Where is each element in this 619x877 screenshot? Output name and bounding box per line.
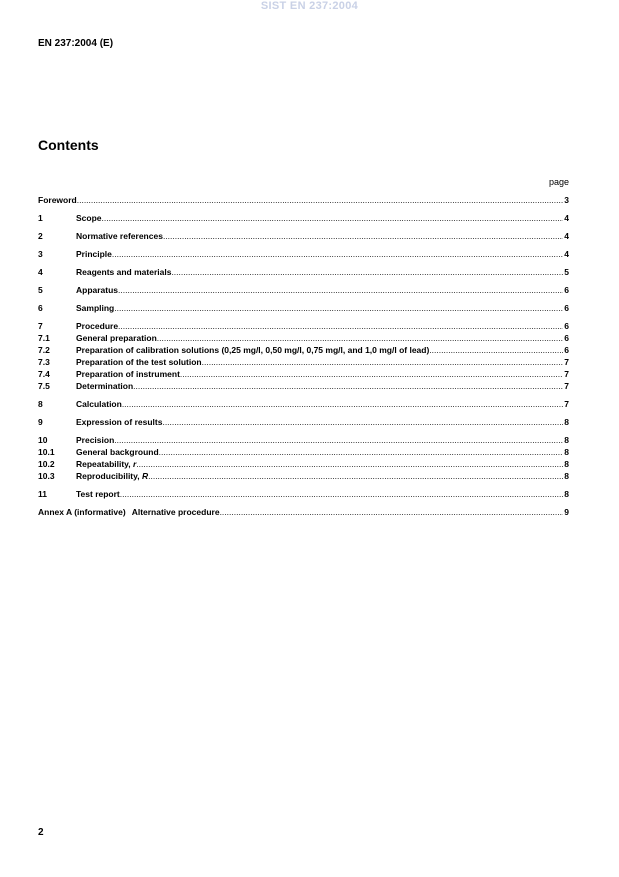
toc-entry-number: 10.3 bbox=[38, 471, 55, 481]
toc-entry-page: 4 bbox=[564, 213, 569, 223]
toc-entry-title: Normative references bbox=[76, 231, 163, 241]
toc-entry-page: 3 bbox=[564, 195, 569, 205]
table-of-contents bbox=[38, 194, 569, 518]
toc-entry-number: 8 bbox=[38, 399, 43, 409]
toc-leader bbox=[120, 488, 563, 500]
toc-entry-page: 7 bbox=[564, 369, 569, 379]
toc-entry-8[interactable] bbox=[38, 398, 569, 410]
document-id: EN 237:2004 (E) bbox=[38, 38, 114, 49]
toc-entry-page: 8 bbox=[564, 435, 569, 445]
toc-leader bbox=[148, 470, 563, 482]
toc-entry-page: 8 bbox=[564, 447, 569, 457]
toc-entry-page: 4 bbox=[564, 231, 569, 241]
toc-entry-5[interactable] bbox=[38, 284, 569, 296]
toc-entry-title: Procedure bbox=[76, 321, 119, 331]
toc-entry-number: 6 bbox=[38, 303, 43, 313]
toc-entry-title bbox=[76, 470, 148, 482]
toc-leader bbox=[157, 332, 563, 344]
toc-entry-title: Scope bbox=[76, 213, 102, 223]
toc-entry-page: 7 bbox=[564, 381, 569, 391]
toc-entry-10[interactable] bbox=[38, 434, 569, 446]
toc-entry-3[interactable] bbox=[38, 248, 569, 260]
toc-entry-10-2[interactable] bbox=[38, 458, 569, 470]
toc-entry-number: 2 bbox=[38, 231, 43, 241]
toc-leader bbox=[112, 248, 563, 260]
toc-entry-number: 3 bbox=[38, 249, 43, 259]
toc-leader bbox=[102, 212, 564, 224]
toc-leader bbox=[118, 284, 563, 296]
toc-entry-page: 6 bbox=[564, 345, 569, 355]
toc-entry-page: 6 bbox=[564, 333, 569, 343]
toc-entry-title: General preparation bbox=[76, 333, 157, 343]
toc-entry-title: Alternative procedure bbox=[131, 507, 220, 517]
toc-entry-number: 7.4 bbox=[38, 369, 50, 379]
page-number: 2 bbox=[38, 827, 44, 838]
toc-leader bbox=[220, 506, 564, 518]
toc-entry-annex-a[interactable] bbox=[38, 506, 569, 518]
toc-entry-title: Determination bbox=[76, 381, 134, 391]
toc-entry-page: 8 bbox=[564, 489, 569, 499]
toc-entry-10-3[interactable] bbox=[38, 470, 569, 482]
toc-entry-1[interactable] bbox=[38, 212, 569, 224]
toc-entry-number: 7.3 bbox=[38, 357, 50, 367]
toc-leader bbox=[171, 266, 563, 278]
toc-leader bbox=[114, 434, 563, 446]
toc-entry-title: Preparation of instrument bbox=[76, 369, 180, 379]
toc-entry-9[interactable] bbox=[38, 416, 569, 428]
toc-entry-title: Foreword bbox=[38, 195, 77, 205]
watermark: SIST EN 237:2004 bbox=[260, 0, 359, 12]
toc-entry-7-2[interactable] bbox=[38, 344, 569, 356]
toc-entry-page: 5 bbox=[564, 267, 569, 277]
toc-entry-title: Calculation bbox=[76, 399, 122, 409]
toc-entry-title: Test report bbox=[76, 489, 120, 499]
toc-entry-title-text: Reproducibility, bbox=[76, 471, 142, 481]
toc-entry-10-1[interactable] bbox=[38, 446, 569, 458]
toc-entry-title bbox=[76, 458, 136, 470]
toc-entry-title: Preparation of calibration solutions (0,25 mg/l, 0,50 mg/l, 0,75 mg/l, and 1,0 mg/l of lead) bbox=[76, 345, 430, 355]
toc-entry-number: 5 bbox=[38, 285, 43, 295]
toc-leader bbox=[180, 368, 563, 380]
toc-leader bbox=[114, 302, 563, 314]
toc-entry-title-symbol: r bbox=[133, 459, 137, 469]
toc-entry-number: 4 bbox=[38, 267, 43, 277]
toc-entry-title: General background bbox=[76, 447, 159, 457]
toc-entry-foreword[interactable] bbox=[38, 194, 569, 206]
toc-entry-number: 9 bbox=[38, 417, 43, 427]
toc-entry-11[interactable] bbox=[38, 488, 569, 500]
toc-entry-page: 6 bbox=[564, 321, 569, 331]
toc-entry-page: 6 bbox=[564, 285, 569, 295]
toc-entry-title: Sampling bbox=[76, 303, 115, 313]
toc-entry-page: 8 bbox=[564, 459, 569, 469]
toc-entry-title: Reagents and materials bbox=[76, 267, 172, 277]
toc-leader bbox=[163, 230, 563, 242]
toc-entry-number: 10.2 bbox=[38, 459, 55, 469]
toc-entry-number: 11 bbox=[38, 489, 47, 499]
toc-entry-page: 8 bbox=[564, 471, 569, 481]
toc-entry-page: 7 bbox=[564, 357, 569, 367]
toc-entry-page: 9 bbox=[564, 507, 569, 517]
toc-entry-title: Expression of results bbox=[76, 417, 163, 427]
toc-entry-page: 6 bbox=[564, 303, 569, 313]
toc-entry-page: 7 bbox=[564, 399, 569, 409]
toc-entry-number: 10 bbox=[38, 435, 48, 445]
toc-leader bbox=[133, 380, 563, 392]
toc-entry-title-symbol: R bbox=[141, 471, 149, 481]
toc-entry-page: 4 bbox=[564, 249, 569, 259]
toc-entry-2[interactable] bbox=[38, 230, 569, 242]
toc-entry-title: Apparatus bbox=[76, 285, 119, 295]
toc-entry-number: 1 bbox=[38, 213, 43, 223]
toc-entry-number: 7.2 bbox=[38, 345, 50, 355]
toc-entry-page: 8 bbox=[564, 417, 569, 427]
toc-entry-7-1[interactable] bbox=[38, 332, 569, 344]
toc-entry-title: Preparation of the test solution bbox=[76, 357, 202, 367]
toc-entry-number: 7.5 bbox=[38, 381, 50, 391]
toc-entry-title-text: Repeatability, bbox=[76, 459, 133, 469]
toc-entry-7[interactable] bbox=[38, 320, 569, 332]
toc-entry-title: Precision bbox=[76, 435, 115, 445]
toc-leader bbox=[159, 446, 564, 458]
toc-leader bbox=[136, 458, 563, 470]
toc-entry-title: Principle bbox=[76, 249, 112, 259]
contents-heading: Contents bbox=[38, 137, 99, 153]
toc-entry-7-3[interactable] bbox=[38, 356, 569, 368]
toc-leader bbox=[122, 398, 563, 410]
page-column-label: page bbox=[548, 177, 569, 187]
toc-leader bbox=[202, 356, 564, 368]
toc-leader bbox=[429, 344, 563, 356]
toc-entry-7-5[interactable] bbox=[38, 380, 569, 392]
toc-annex-label: Annex A (informative) bbox=[38, 507, 126, 517]
toc-leader bbox=[77, 194, 564, 206]
toc-entry-number: 7.1 bbox=[38, 333, 50, 343]
toc-entry-7-4[interactable] bbox=[38, 368, 569, 380]
toc-leader bbox=[118, 320, 563, 332]
toc-entry-number: 7 bbox=[38, 321, 43, 331]
toc-entry-number: 10.1 bbox=[38, 447, 55, 457]
toc-entry-6[interactable] bbox=[38, 302, 569, 314]
toc-entry-4[interactable] bbox=[38, 266, 569, 278]
toc-leader bbox=[162, 416, 563, 428]
